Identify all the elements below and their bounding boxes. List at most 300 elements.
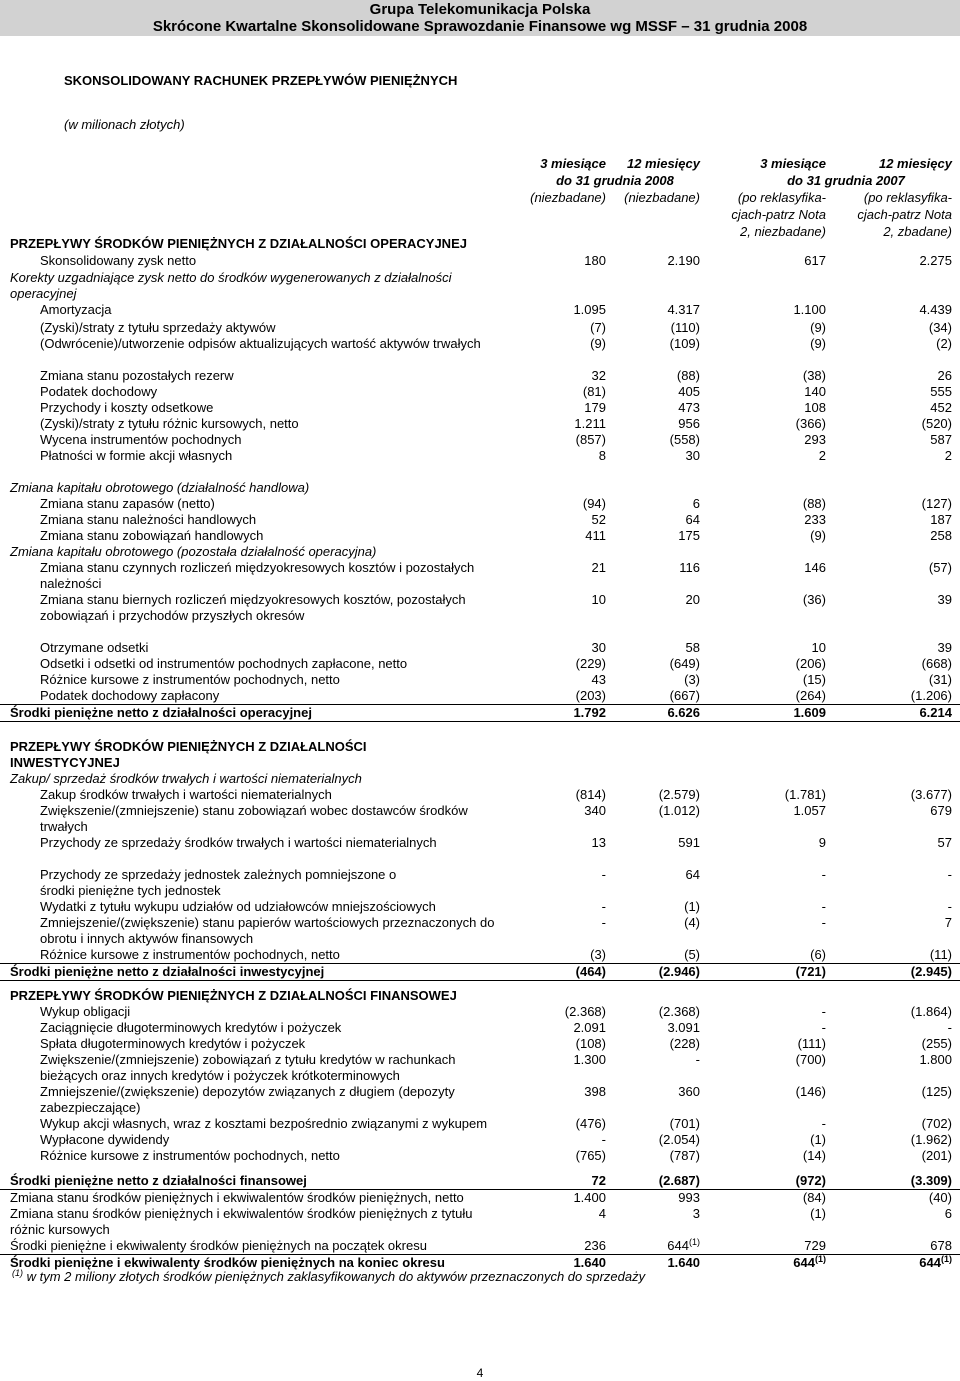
page-number: 4 bbox=[476, 1366, 484, 1380]
value-text: 58 bbox=[685, 640, 700, 655]
row-value bbox=[512, 432, 606, 448]
column-header-line: (po reklasyfika- bbox=[863, 190, 952, 205]
value-text: - bbox=[821, 915, 826, 930]
row-label: Płatności w formie akcji własnych bbox=[40, 448, 233, 463]
value-text: - bbox=[821, 867, 826, 882]
row-value bbox=[606, 512, 700, 528]
column-header-line: cjach-patrz Nota bbox=[731, 207, 826, 222]
row-value bbox=[512, 400, 606, 416]
value-text: 1.640 bbox=[573, 1255, 606, 1270]
table-row bbox=[0, 384, 960, 400]
value-text: (14) bbox=[802, 1148, 826, 1163]
value-text: 258 bbox=[930, 528, 952, 543]
value-text: (125) bbox=[921, 1084, 952, 1099]
value-text: (57) bbox=[928, 560, 952, 575]
value-text: 187 bbox=[930, 512, 952, 527]
row-value bbox=[858, 915, 952, 931]
row-value bbox=[858, 835, 952, 851]
table-row bbox=[0, 787, 960, 803]
value-text: (814) bbox=[575, 787, 606, 802]
row-value bbox=[606, 705, 700, 721]
value-text: 452 bbox=[930, 400, 952, 415]
value-text: (31) bbox=[928, 672, 952, 687]
table-row bbox=[0, 1116, 960, 1132]
value-text: 180 bbox=[584, 253, 606, 268]
row-value bbox=[732, 528, 826, 544]
value-text: (81) bbox=[582, 384, 606, 399]
footnote-ref: (1) bbox=[689, 1237, 700, 1247]
value-text: 405 bbox=[678, 384, 700, 399]
value-text: (127) bbox=[921, 496, 952, 511]
row-label: Zmniejszenie/(zwiększenie) stanu papierów wartościowych przeznaczonych do obrotu i innych aktywów finansowych bbox=[40, 915, 495, 946]
row-value bbox=[512, 964, 606, 980]
row-value bbox=[858, 496, 952, 512]
value-text: 360 bbox=[678, 1084, 700, 1099]
value-text: 2 bbox=[818, 448, 826, 463]
value-text: 2.275 bbox=[919, 253, 952, 268]
row-value bbox=[732, 1132, 826, 1148]
row-value bbox=[732, 1190, 826, 1206]
row-value bbox=[512, 1020, 606, 1036]
value-text: (11) bbox=[929, 947, 952, 962]
row-label: Różnice kursowe z instrumentów pochodnych, netto bbox=[40, 672, 340, 687]
row-value bbox=[606, 496, 700, 512]
value-text: (464) bbox=[575, 964, 606, 979]
row-value bbox=[512, 560, 606, 576]
value-text: (88) bbox=[802, 496, 826, 511]
value-text: 233 bbox=[804, 512, 826, 527]
row-label: Spłata długoterminowych kredytów i pożyczek bbox=[40, 1036, 306, 1051]
row-value bbox=[732, 915, 826, 931]
value-text: (668) bbox=[921, 656, 952, 671]
value-text: (110) bbox=[670, 320, 700, 335]
row-value bbox=[732, 253, 826, 269]
column-header-line: 2, niezbadane) bbox=[739, 224, 826, 239]
row-value bbox=[606, 899, 700, 915]
value-text: (649) bbox=[669, 656, 700, 671]
row-label: Zakup środków trwałych i wartości niematerialnych bbox=[40, 787, 332, 802]
value-text: 7 bbox=[944, 915, 952, 930]
period-group-header: do 31 grudnia 2008 bbox=[556, 173, 674, 188]
value-text: 4 bbox=[598, 1206, 606, 1221]
value-text: 9 bbox=[818, 835, 826, 850]
row-label: Zmiana stanu pozostałych rezerw bbox=[40, 368, 234, 383]
row-label: Wypłacone dywidendy bbox=[40, 1132, 170, 1147]
row-value bbox=[606, 368, 700, 384]
value-text: 644 bbox=[667, 1238, 689, 1253]
row-value bbox=[606, 253, 700, 269]
column-header-line: (niezbadane) bbox=[530, 190, 606, 205]
value-text: (2) bbox=[936, 336, 952, 351]
row-value bbox=[732, 336, 826, 352]
value-text: 411 bbox=[585, 528, 606, 543]
row-value bbox=[606, 672, 700, 688]
row-value bbox=[512, 416, 606, 432]
table-row bbox=[0, 1036, 960, 1052]
footnote-ref: (1) bbox=[815, 1254, 826, 1264]
table-row bbox=[0, 964, 960, 981]
value-text: (520) bbox=[921, 416, 952, 431]
row-label: Zmiana stanu zobowiązań handlowych bbox=[40, 528, 264, 543]
value-text: 644 bbox=[919, 1255, 941, 1270]
row-value bbox=[732, 1020, 826, 1036]
row-value bbox=[732, 1173, 826, 1189]
row-label: Otrzymane odsetki bbox=[40, 640, 149, 655]
value-text: 4.439 bbox=[919, 302, 952, 317]
table-row bbox=[0, 688, 960, 705]
row-value bbox=[606, 336, 700, 352]
row-value bbox=[512, 672, 606, 688]
row-label: Wykup obligacji bbox=[40, 1004, 131, 1019]
table-row bbox=[0, 448, 960, 464]
value-text: 1.792 bbox=[573, 705, 606, 720]
table-row bbox=[0, 480, 960, 496]
row-label: Wycena instrumentów pochodnych bbox=[40, 432, 242, 447]
table-row bbox=[0, 320, 960, 336]
value-text: (9) bbox=[810, 320, 826, 335]
row-value bbox=[606, 867, 700, 883]
row-value bbox=[858, 1148, 952, 1164]
row-value bbox=[858, 656, 952, 672]
table-row bbox=[0, 705, 960, 722]
row-value bbox=[858, 1084, 952, 1100]
value-text: (476) bbox=[575, 1116, 606, 1131]
value-text: 617 bbox=[804, 253, 826, 268]
value-text: 993 bbox=[678, 1190, 700, 1205]
row-value bbox=[606, 1020, 700, 1036]
value-text: 140 bbox=[804, 384, 826, 399]
value-text: 30 bbox=[591, 640, 606, 655]
row-value bbox=[512, 915, 606, 931]
row-value bbox=[732, 320, 826, 336]
value-text: (558) bbox=[669, 432, 700, 447]
row-value bbox=[512, 803, 606, 819]
row-value bbox=[512, 302, 606, 318]
row-value bbox=[606, 835, 700, 851]
row-value bbox=[512, 1148, 606, 1164]
row-value bbox=[512, 528, 606, 544]
row-value bbox=[512, 640, 606, 656]
row-label: Zakup/ sprzedaż środków trwałych i wartości niematerialnych bbox=[10, 771, 362, 786]
row-value bbox=[606, 384, 700, 400]
table-row bbox=[0, 336, 960, 352]
value-text: 1.640 bbox=[667, 1255, 700, 1270]
value-text: 679 bbox=[930, 803, 952, 818]
document-header bbox=[0, 0, 960, 36]
value-text: - bbox=[947, 1020, 952, 1035]
row-value bbox=[858, 787, 952, 803]
row-value bbox=[512, 947, 606, 963]
value-text: 1.400 bbox=[573, 1190, 606, 1205]
unit-note: (w milionach złotych) bbox=[64, 117, 185, 132]
row-value bbox=[732, 512, 826, 528]
value-text: 678 bbox=[930, 1238, 952, 1253]
value-text: (4) bbox=[684, 915, 700, 930]
value-text: 64 bbox=[685, 512, 700, 527]
row-value bbox=[732, 1036, 826, 1052]
value-text: (228) bbox=[669, 1036, 700, 1051]
value-text: 2 bbox=[944, 448, 952, 463]
table-row bbox=[0, 1020, 960, 1036]
row-value bbox=[858, 672, 952, 688]
row-value bbox=[512, 1132, 606, 1148]
row-value bbox=[606, 787, 700, 803]
value-text: (36) bbox=[802, 592, 826, 607]
row-value bbox=[512, 705, 606, 721]
value-text: - bbox=[821, 899, 826, 914]
table-row bbox=[0, 915, 960, 946]
value-text: (1) bbox=[810, 1206, 826, 1221]
row-value bbox=[858, 1036, 952, 1052]
value-text: 10 bbox=[811, 640, 826, 655]
row-value bbox=[732, 1116, 826, 1132]
row-value bbox=[732, 432, 826, 448]
value-text: 4.317 bbox=[667, 302, 700, 317]
value-text: (201) bbox=[921, 1148, 952, 1163]
row-label: Przychody i koszty odsetkowe bbox=[40, 400, 214, 415]
value-text: 729 bbox=[804, 1238, 826, 1253]
row-value bbox=[858, 1020, 952, 1036]
row-value bbox=[512, 512, 606, 528]
row-label: (Zyski)/straty z tytułu sprzedaży aktywów bbox=[40, 320, 276, 335]
value-text: (146) bbox=[795, 1084, 826, 1099]
table-row bbox=[0, 947, 960, 964]
row-label: Środki pieniężne netto z działalności finansowej bbox=[10, 1173, 307, 1188]
row-value bbox=[858, 336, 952, 352]
table-row bbox=[0, 899, 960, 915]
row-value bbox=[858, 1052, 952, 1068]
row-value bbox=[732, 688, 826, 704]
row-value bbox=[858, 302, 952, 318]
row-value bbox=[858, 1206, 952, 1222]
row-value bbox=[732, 1052, 826, 1068]
table-row bbox=[0, 368, 960, 384]
value-text: 1.057 bbox=[793, 803, 826, 818]
value-text: 10 bbox=[591, 592, 606, 607]
row-value bbox=[512, 320, 606, 336]
row-value bbox=[606, 1052, 700, 1068]
row-label: Amortyzacja bbox=[40, 302, 112, 317]
value-text: (1.012) bbox=[658, 803, 700, 818]
row-value bbox=[512, 368, 606, 384]
value-text: 6.214 bbox=[919, 705, 952, 720]
row-value bbox=[512, 496, 606, 512]
row-label: Zmiana stanu środków pieniężnych i ekwiwalentów środków pieniężnych z tytułu różnic kursowych bbox=[10, 1206, 473, 1237]
row-value bbox=[858, 384, 952, 400]
row-value bbox=[606, 947, 700, 963]
table-row bbox=[0, 656, 960, 672]
value-text: 30 bbox=[685, 448, 700, 463]
row-value bbox=[732, 867, 826, 883]
table-row bbox=[0, 1148, 960, 1164]
column-header-line: 12 miesięcy bbox=[878, 156, 952, 171]
row-value bbox=[512, 592, 606, 608]
row-value bbox=[512, 656, 606, 672]
statement-title: SKONSOLIDOWANY RACHUNEK PRZEPŁYWÓW PIENIĘŻNYCH bbox=[64, 73, 458, 88]
column-header-line: 2, zbadane) bbox=[883, 224, 952, 239]
row-label: (Zyski)/straty z tytułu różnic kursowych, netto bbox=[40, 416, 299, 431]
row-value bbox=[606, 640, 700, 656]
column-header-line: 12 miesięcy bbox=[626, 156, 700, 171]
row-value bbox=[606, 432, 700, 448]
value-text: (2.579) bbox=[658, 787, 700, 802]
row-value bbox=[732, 640, 826, 656]
row-value bbox=[606, 592, 700, 608]
table-row bbox=[0, 1238, 960, 1255]
table-row bbox=[0, 544, 960, 560]
value-text: - bbox=[947, 899, 952, 914]
value-text: (7) bbox=[590, 320, 606, 335]
table-row bbox=[0, 528, 960, 544]
row-value bbox=[512, 1084, 606, 1100]
footnote bbox=[12, 1269, 645, 1284]
table-row bbox=[0, 867, 960, 898]
row-value bbox=[606, 1084, 700, 1100]
value-text: (2.054) bbox=[658, 1132, 700, 1147]
row-label: Środki pieniężne netto z działalności operacyjnej bbox=[10, 705, 312, 720]
row-label: Środki pieniężne netto z działalności inwestycyjnej bbox=[10, 964, 325, 979]
row-value bbox=[512, 899, 606, 915]
row-value bbox=[606, 1190, 700, 1206]
row-value bbox=[858, 560, 952, 576]
row-value bbox=[858, 1132, 952, 1148]
row-label: Skonsolidowany zysk netto bbox=[40, 253, 197, 268]
row-value bbox=[512, 336, 606, 352]
row-value bbox=[732, 400, 826, 416]
column-header-line: 3 miesiące bbox=[540, 156, 606, 171]
row-value bbox=[858, 947, 952, 963]
row-value bbox=[606, 656, 700, 672]
value-text: 32 bbox=[591, 368, 606, 383]
row-value bbox=[732, 964, 826, 980]
value-text: (5) bbox=[684, 947, 700, 962]
value-text: 3.091 bbox=[667, 1020, 700, 1035]
row-label: Środki pieniężne i ekwiwalenty środków pieniężnych na koniec okresu bbox=[10, 1255, 445, 1270]
row-value bbox=[732, 899, 826, 915]
row-value bbox=[606, 320, 700, 336]
row-label: Zmiana kapitału obrotowego (pozostała działalność operacyjna) bbox=[10, 544, 377, 559]
value-text: 6 bbox=[692, 496, 700, 511]
value-text: 20 bbox=[685, 592, 700, 607]
value-text: 340 bbox=[584, 803, 606, 818]
row-value bbox=[732, 368, 826, 384]
row-label: Korekty uzgadniające zysk netto do środków wygenerowanych z działalności operacyjnej bbox=[10, 270, 452, 301]
row-label: Różnice kursowe z instrumentów pochodnych, netto bbox=[40, 947, 340, 962]
value-text: 39 bbox=[937, 592, 952, 607]
row-value bbox=[732, 1148, 826, 1164]
row-label: Wydatki z tytułu wykupu udziałów od udziałowców mniejszościowych bbox=[40, 899, 436, 914]
row-label: Różnice kursowe z instrumentów pochodnych, netto bbox=[40, 1148, 340, 1163]
row-value bbox=[732, 448, 826, 464]
row-value bbox=[512, 1036, 606, 1052]
value-text: 26 bbox=[937, 368, 952, 383]
value-text: (108) bbox=[575, 1036, 606, 1051]
value-text: (3) bbox=[684, 672, 700, 687]
row-label: PRZEPŁYWY ŚRODKÓW PIENIĘŻNYCH Z DZIAŁALNOŚCI INWESTYCYJNEJ bbox=[10, 739, 367, 770]
table-row bbox=[0, 739, 960, 770]
row-value bbox=[732, 656, 826, 672]
row-label: Zmiana stanu zapasów (netto) bbox=[40, 496, 215, 511]
table-row bbox=[0, 432, 960, 448]
value-text: 555 bbox=[930, 384, 952, 399]
value-text: 293 bbox=[804, 432, 826, 447]
row-value bbox=[512, 867, 606, 883]
value-text: - bbox=[821, 1004, 826, 1019]
value-text: (9) bbox=[810, 336, 826, 351]
row-value bbox=[732, 416, 826, 432]
row-value bbox=[858, 1238, 952, 1254]
row-value bbox=[512, 688, 606, 704]
row-value bbox=[858, 253, 952, 269]
row-value bbox=[732, 560, 826, 576]
row-label: Podatek dochodowy zapłacony bbox=[40, 688, 220, 703]
table-row bbox=[0, 988, 960, 1004]
value-text: (787) bbox=[669, 1148, 700, 1163]
value-text: (2.368) bbox=[564, 1004, 606, 1019]
value-text: - bbox=[601, 867, 606, 882]
value-text: (2.945) bbox=[910, 964, 952, 979]
row-value bbox=[858, 1190, 952, 1206]
value-text: (94) bbox=[582, 496, 606, 511]
value-text: (1.206) bbox=[910, 688, 952, 703]
row-value bbox=[606, 560, 700, 576]
value-text: 473 bbox=[678, 400, 700, 415]
row-label: Podatek dochodowy bbox=[40, 384, 158, 399]
row-label: Środki pieniężne i ekwiwalenty środków pieniężnych na początek okresu bbox=[10, 1238, 427, 1253]
row-label: Zwiększenie/(zmniejszenie) zobowiązań z tytułu kredytów w rachunkach bieżących oraz innych kredytów i pożyczek krótkoterminowych bbox=[40, 1052, 456, 1083]
row-value bbox=[732, 592, 826, 608]
value-text: (1) bbox=[810, 1132, 826, 1147]
row-label: Odsetki i odsetki od instrumentów pochodnych zapłacone, netto bbox=[40, 656, 408, 671]
table-row bbox=[0, 1190, 960, 1206]
row-label: Zaciągnięcie długoterminowych kredytów i pożyczek bbox=[40, 1020, 342, 1035]
value-text: (34) bbox=[928, 320, 952, 335]
value-text: (3.677) bbox=[910, 787, 952, 802]
value-text: (255) bbox=[921, 1036, 952, 1051]
row-value bbox=[512, 1004, 606, 1020]
value-text: 956 bbox=[678, 416, 700, 431]
value-text: - bbox=[821, 1116, 826, 1131]
value-text: 6.626 bbox=[667, 705, 700, 720]
column-header-line bbox=[570, 206, 700, 223]
row-value bbox=[858, 448, 952, 464]
row-value bbox=[512, 1052, 606, 1068]
value-text: 64 bbox=[685, 867, 700, 882]
row-value bbox=[512, 1206, 606, 1222]
value-text: (2.368) bbox=[658, 1004, 700, 1019]
value-text: (109) bbox=[669, 336, 700, 351]
value-text: - bbox=[821, 1020, 826, 1035]
value-text: (15) bbox=[802, 672, 826, 687]
row-value bbox=[732, 496, 826, 512]
value-text: 13 bbox=[591, 835, 606, 850]
value-text: - bbox=[601, 915, 606, 930]
row-label: Zwiększenie/(zmniejszenie) stanu zobowiązań wobec dostawców środków trwałych bbox=[40, 803, 468, 834]
row-value bbox=[606, 688, 700, 704]
value-text: 591 bbox=[678, 835, 700, 850]
value-text: (1.864) bbox=[910, 1004, 952, 1019]
row-value bbox=[512, 1116, 606, 1132]
table-row bbox=[0, 835, 960, 851]
row-value bbox=[858, 432, 952, 448]
row-value bbox=[512, 1190, 606, 1206]
value-text: - bbox=[601, 899, 606, 914]
table-row bbox=[0, 592, 960, 623]
row-value bbox=[606, 416, 700, 432]
report-title: Skrócone Kwartalne Skonsolidowane Sprawozdanie Finansowe wg MSSF – 31 grudnia 2008 bbox=[152, 18, 808, 35]
column-header-2 bbox=[570, 155, 700, 240]
row-value bbox=[732, 1084, 826, 1100]
